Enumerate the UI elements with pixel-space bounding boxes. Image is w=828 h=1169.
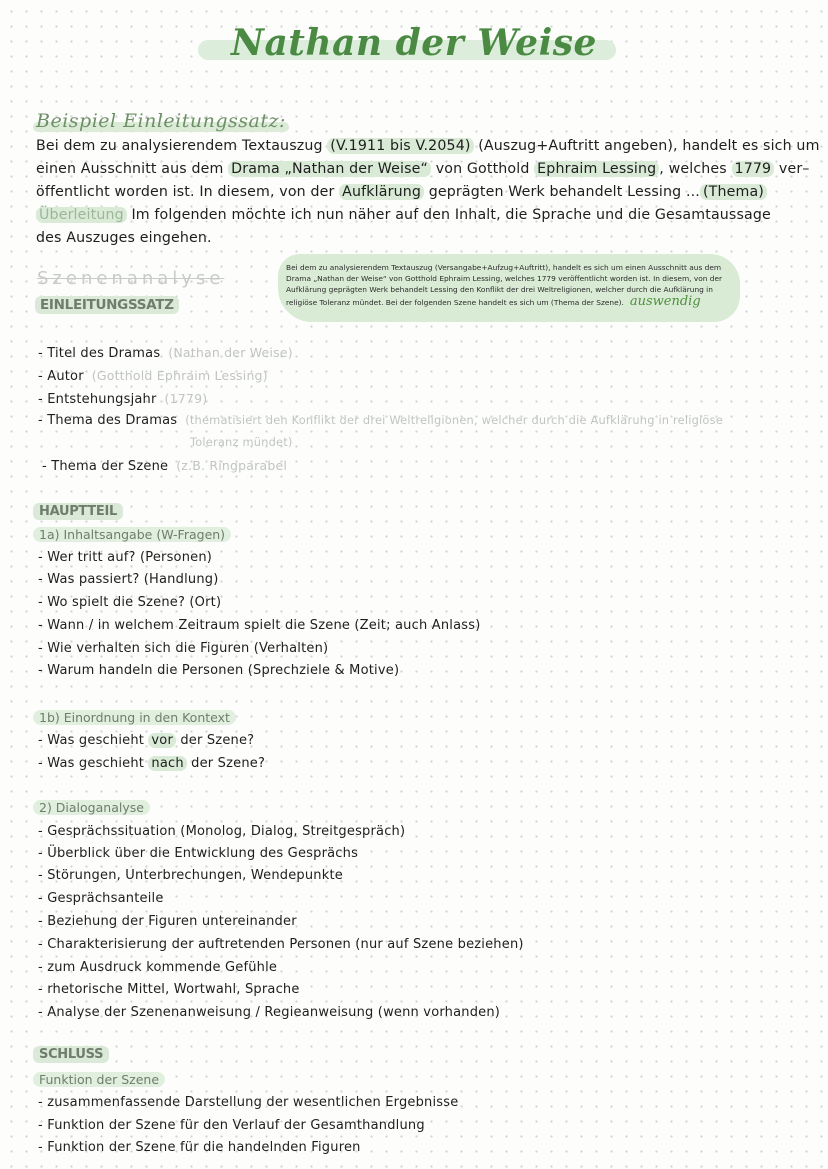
list-item: - zusammenfassende Darstellung der wesentlichen Ergebnisse <box>38 1095 459 1110</box>
list-item <box>38 413 723 428</box>
beispiel-line-2 <box>36 161 810 177</box>
highlight: nach <box>148 756 186 771</box>
schluss-label: SCHLUSS <box>33 1046 109 1063</box>
beispiel-line-4 <box>36 207 771 223</box>
list-item-continuation <box>190 435 293 450</box>
text: - Was geschieht <box>38 733 149 748</box>
text: , welches <box>659 161 732 177</box>
list-item: - Überblick über die Entwicklung des Gesprächs <box>38 846 359 861</box>
beispiel-line-1 <box>36 138 820 154</box>
list-item: - Wer tritt auf? (Personen) <box>38 550 213 565</box>
highlight: Ephraim Lessing <box>534 161 659 177</box>
beispiel-line-5: des Auszuges eingehen. <box>36 230 212 246</box>
list-item: - Was passiert? (Handlung) <box>38 572 219 587</box>
list-item <box>42 458 287 474</box>
szenenanalyse-ghost-heading: Szenenanalyse <box>37 268 225 289</box>
list-item: - Wo spielt die Szene? (Ort) <box>38 595 222 610</box>
item-note: (Gotthold Ephraim Lessing) <box>91 368 268 383</box>
list-item <box>38 756 265 771</box>
list-item: - Gesprächsanteile <box>38 891 164 906</box>
box-text: Bei dem zu analysierendem Textauszug (Versangabe+Aufzug+Auftritt), handelt es sich um einen Ausschnitt aus dem Drama „Nathan der Weise“ von Gotthold Ephraim Lessing, welches 1779 veröffentlicht worden ist. In diesem, von der Aufklärung geprägten Werk behandelt Lessing den Konflikt der drei Weltreligionen, welcher durch die Aufklärung in religiöse Toleranz mündet. Bei der folgenden Szene handelt es sich um (Thema der Szene). <box>286 263 723 307</box>
text: Im folgenden möchte ich nun näher auf den Inhalt, die Sprache und die Gesamtaussage <box>126 207 771 223</box>
list-item: - Wann / in welchem Zeitraum spielt die Szene (Zeit; auch Anlass) <box>38 618 481 633</box>
highlight: (V.1911 bis V.2054) <box>327 138 473 154</box>
list-item: - Störungen, Unterbrechungen, Wendepunkte <box>38 868 343 883</box>
list-item: - Funktion der Szene für die handelnden Figuren <box>38 1140 361 1155</box>
inhaltsangabe-heading: 1a) Inhaltsangabe (W-Fragen) <box>33 527 231 542</box>
list-item <box>38 368 268 384</box>
item-label: - Entstehungsjahr <box>38 392 157 407</box>
text: Bei dem zu analysierendem Textauszug <box>36 138 328 154</box>
item-note: (z.B. Ringparabel <box>176 458 288 473</box>
text: geprägten Werk behandelt Lessing ... <box>424 184 700 200</box>
highlight: 1779 <box>732 161 775 177</box>
highlight: Überleitung <box>36 207 127 223</box>
text: öffentlicht worden ist. In diesem, von der <box>36 184 340 200</box>
text: von Gotthold <box>431 161 535 177</box>
beispiel-heading <box>36 110 286 132</box>
item-note: Toleranz mündet) <box>190 435 293 449</box>
item-label: - Autor <box>38 369 84 384</box>
text: einen Ausschnitt aus dem <box>36 161 229 177</box>
text: der Szene? <box>176 733 255 748</box>
list-item: - Funktion der Szene für den Verlauf der Gesamthandlung <box>38 1118 425 1133</box>
list-item: - Analyse der Szenenanweisung / Regieanweisung (wenn vorhanden) <box>38 1005 501 1020</box>
page-title: Nathan der Weise <box>231 22 597 64</box>
text: ver– <box>774 161 810 177</box>
list-item <box>38 733 254 748</box>
text: der Szene? <box>186 756 266 771</box>
item-label: - Thema der Szene <box>42 459 169 474</box>
item-label: - Titel des Dramas <box>38 346 161 361</box>
text: - Was geschieht <box>38 756 149 771</box>
highlight: (Thema) <box>700 184 767 200</box>
list-item: - Wie verhalten sich die Figuren (Verhalten) <box>38 641 329 656</box>
text: (Auszug+Auftritt angeben), handelt es sich um <box>473 138 820 154</box>
item-note: (Nathan der Weise) <box>168 345 293 360</box>
item-note: (1779) <box>164 391 208 406</box>
kontext-heading: 1b) Einordnung in den Kontext <box>33 710 236 725</box>
dialoganalyse-heading: 2) Dialoganalyse <box>33 800 150 815</box>
list-item: - rhetorische Mittel, Wortwahl, Sprache <box>38 982 300 997</box>
einleitungssatz-label: EINLEITUNGSSATZ <box>35 296 179 314</box>
highlight: Aufklärung <box>339 184 424 200</box>
example-box-text <box>286 262 736 308</box>
hauptteil-label: HAUPTTEIL <box>33 503 123 520</box>
list-item: - Beziehung der Figuren untereinander <box>38 914 297 929</box>
list-item: - Warum handeln die Personen (Sprechziele & Motive) <box>38 663 400 678</box>
list-item: - Gesprächssituation (Monolog, Dialog, Streitgespräch) <box>38 824 406 839</box>
item-label: - Thema des Dramas <box>38 413 178 428</box>
auswendig-note: auswendig <box>629 293 701 309</box>
highlight: vor <box>148 733 176 748</box>
list-item: - Charakterisierung der auftretenden Personen (nur auf Szene beziehen) <box>38 937 524 952</box>
list-item: - zum Ausdruck kommende Gefühle <box>38 960 278 975</box>
funktion-heading: Funktion der Szene <box>33 1072 165 1087</box>
list-item <box>38 391 207 407</box>
beispiel-heading-text: Beispiel Einleitungssatz: <box>36 110 286 132</box>
item-note: (thematisiert den Konflikt der drei Weltreligionen, welcher durch die Aufklärung in religiöse <box>185 413 723 427</box>
beispiel-line-3 <box>36 184 767 200</box>
list-item <box>38 345 293 361</box>
highlight: Drama „Nathan der Weise“ <box>228 161 431 177</box>
